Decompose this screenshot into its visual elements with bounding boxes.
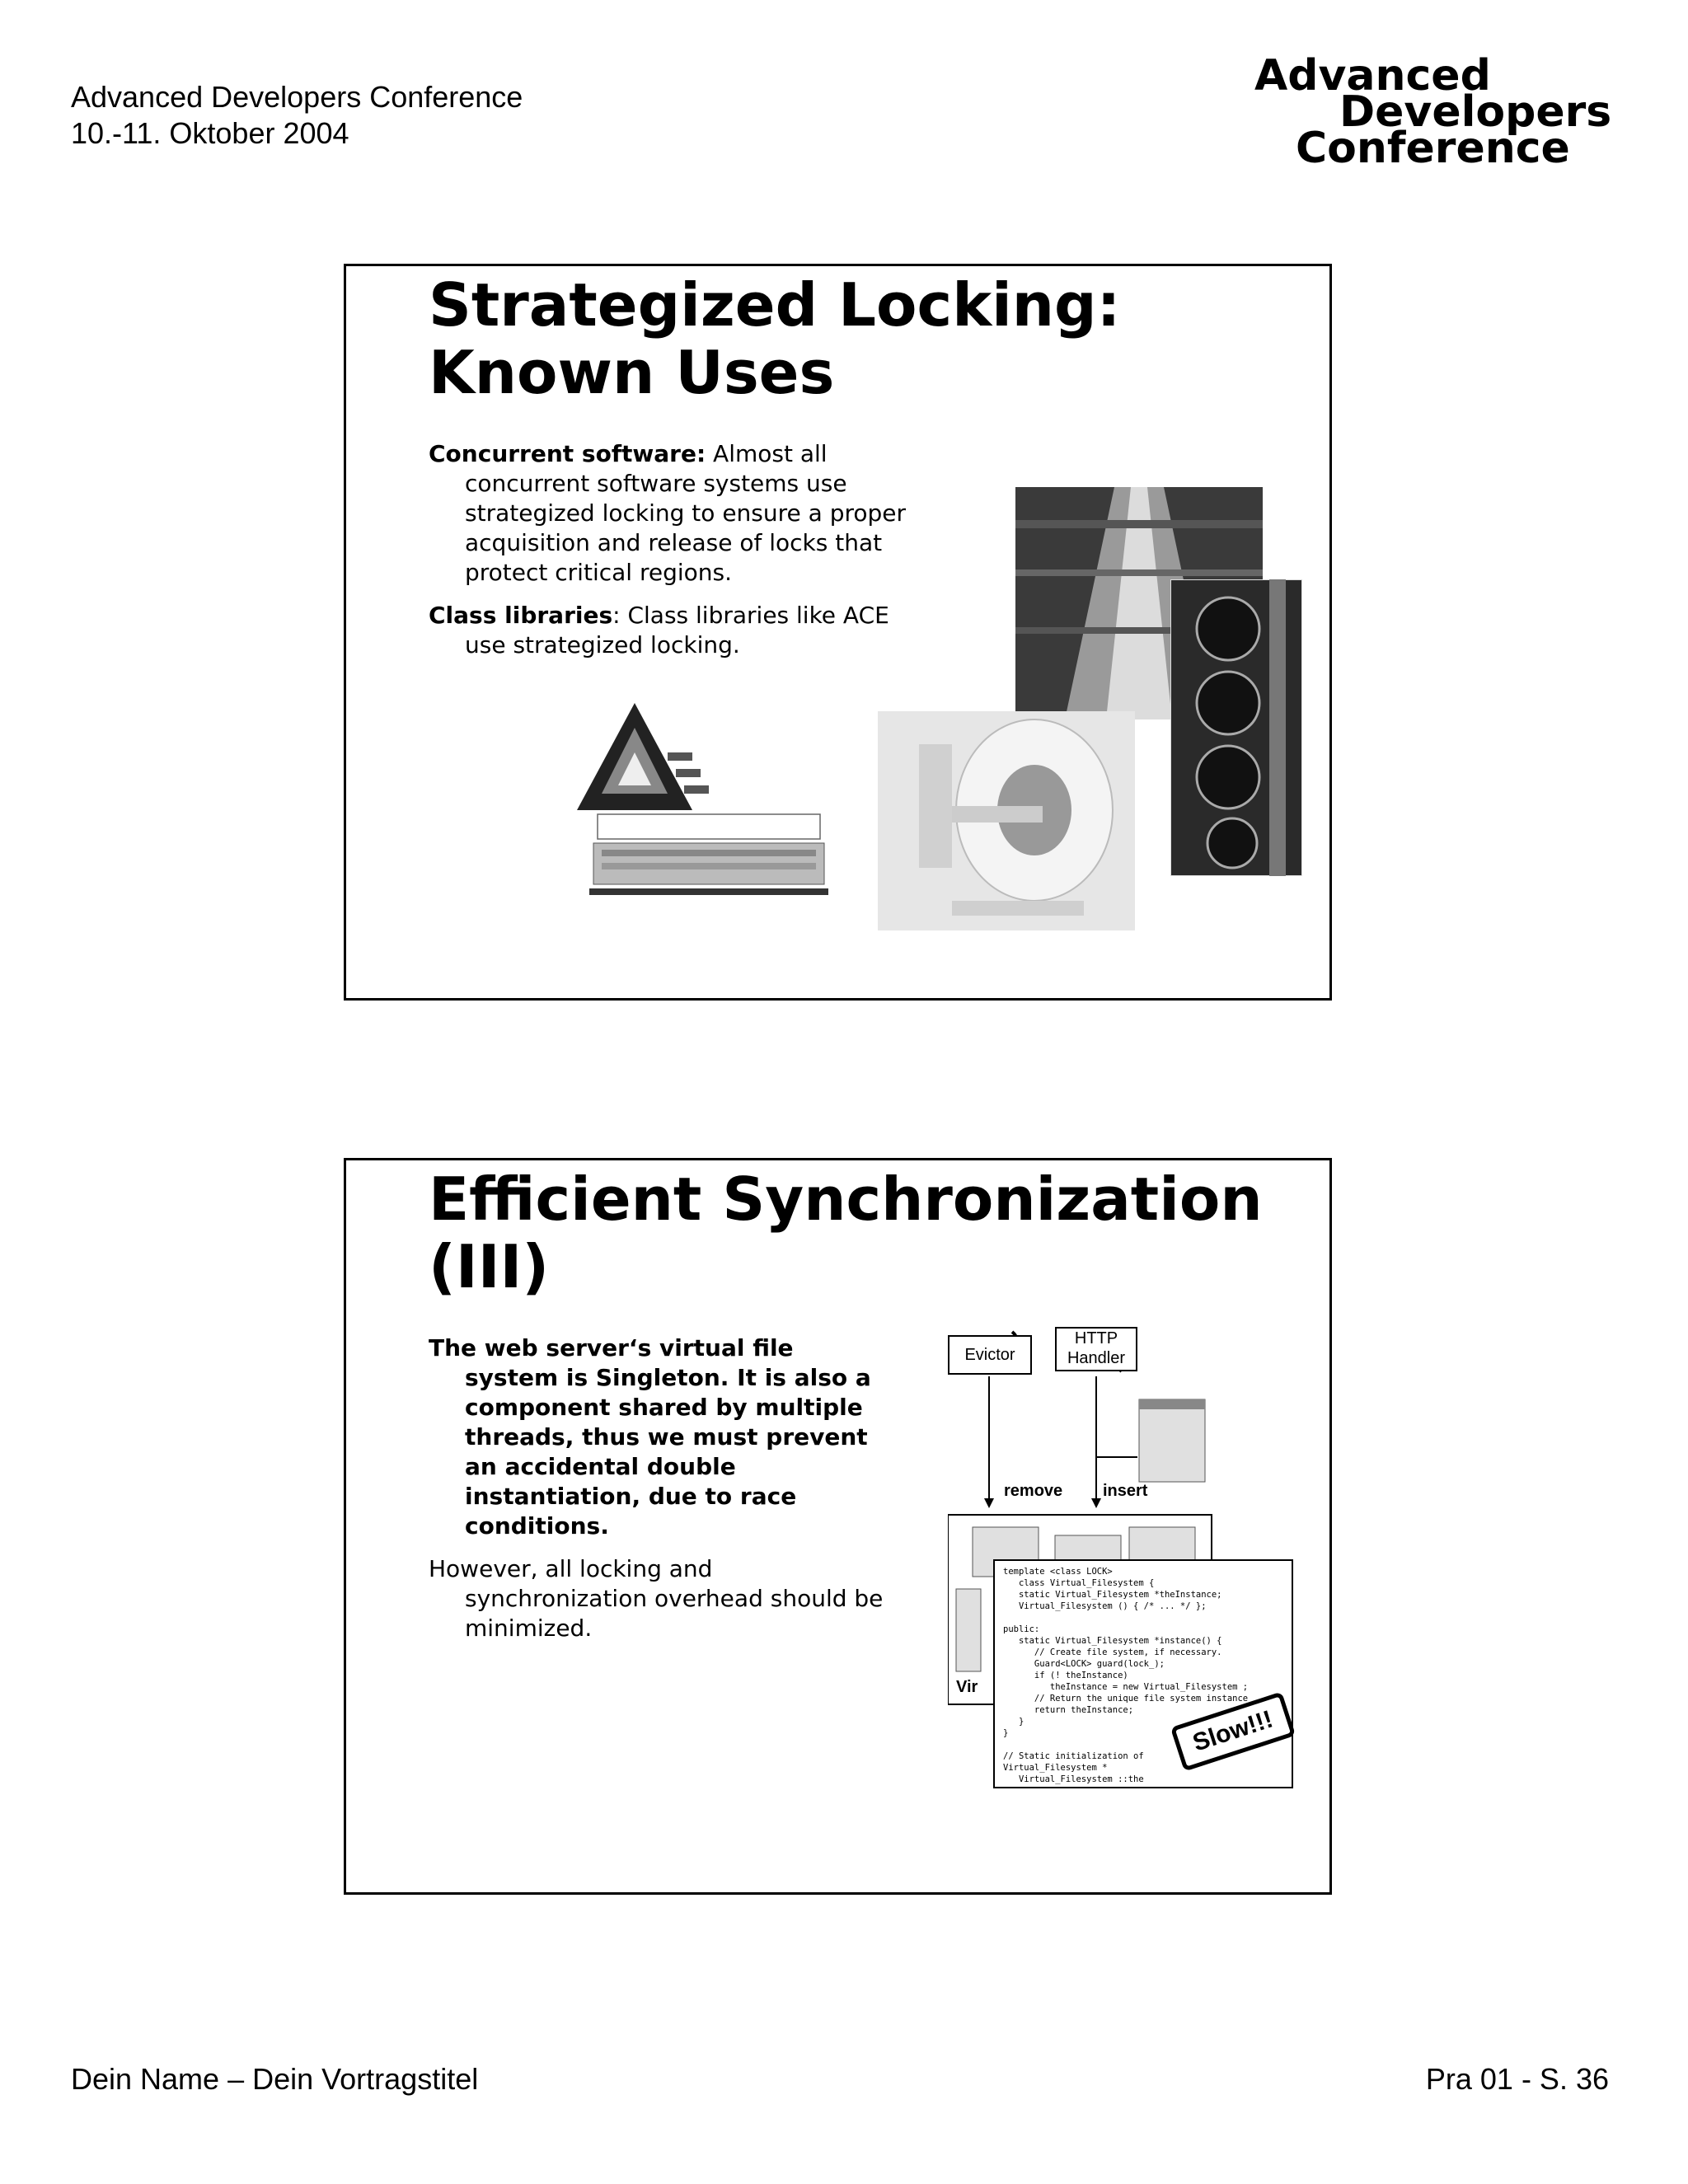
slide-title-line-1: Strategized Locking: — [429, 270, 1121, 340]
virtual-filesystem-label: Vir — [956, 1678, 978, 1696]
logo-line-1: Advanced — [1254, 51, 1491, 101]
footer-page-number: Pra 01 - S. 36 — [1425, 2062, 1609, 2096]
bullet-class-libraries — [429, 601, 907, 660]
bullet-concurrent-software — [429, 439, 907, 588]
ace-architecture-image — [577, 703, 849, 909]
slow-stamp: Slow!!! — [1170, 1691, 1296, 1771]
conference-date: 10.-11. Oktober 2004 — [71, 116, 349, 150]
bullet-minimize-locking: However, all locking and synchronization overhead should be minimized. — [429, 1555, 884, 1642]
logo-line-2: Developers — [1339, 87, 1612, 137]
slide-strategized-locking — [344, 264, 1332, 1001]
slide-bullets — [429, 1333, 890, 1657]
http-handler-box: HTTP Handler — [1055, 1327, 1137, 1371]
bullet-text: Almost all concurrent software systems use strategized locking to ensure a proper acquisition and release of locks that protect critical regions. — [465, 440, 907, 586]
mri-scanner-photo — [878, 711, 1135, 930]
remove-label: remove — [1004, 1482, 1063, 1500]
evictor-box: Evictor — [948, 1335, 1032, 1375]
slide-title-line-2: Known Uses — [429, 338, 835, 407]
slide-bullets — [429, 439, 907, 673]
logo-line-3: Conference — [1296, 124, 1570, 173]
slide-title-line-2: (III) — [429, 1232, 550, 1301]
bullet-label: Concurrent software: — [429, 440, 706, 467]
code-listing — [993, 1559, 1293, 1788]
slide-efficient-synchronization — [344, 1158, 1332, 1895]
conference-name: Advanced Developers Conference — [71, 80, 523, 114]
insert-label: insert — [1103, 1482, 1148, 1500]
bullet-singleton: The web server‘s virtual file system is Singleton. It is also a component shared by multiple threads, thus we must prevent an accidental double instantiation, due to race conditions. — [429, 1334, 871, 1540]
machinery-photo — [1170, 579, 1302, 876]
bullet-label: Class libraries — [429, 602, 613, 629]
slide-title — [429, 271, 1120, 406]
conference-logo — [1236, 51, 1632, 181]
bullet-text: : Class libraries like ACE use strategized locking. — [465, 602, 889, 658]
slide-title-line-1: Efficient Synchronization — [429, 1165, 1263, 1234]
slide-title — [429, 1165, 1263, 1301]
singleton-code: template <class LOCK> class Virtual_Filesystem { static Virtual_Filesystem *theInstance; Virtual_Filesystem () { /* ... */ }; public: static Virtual_Filesystem *instance() { // Create file system, if necessary. Guard<LOCK> guard(lock_); if (! theInstance) theInstance = new Virtual_Filesystem ; // Return the unique file system instance return theInstance; } } // Static initialization of Virtual_Filesystem * Virtual_Filesystem ::the — [1003, 1567, 1249, 1784]
footer-speaker: Dein Name – Dein Vortragstitel — [71, 2062, 479, 2096]
conference-header — [71, 79, 523, 152]
